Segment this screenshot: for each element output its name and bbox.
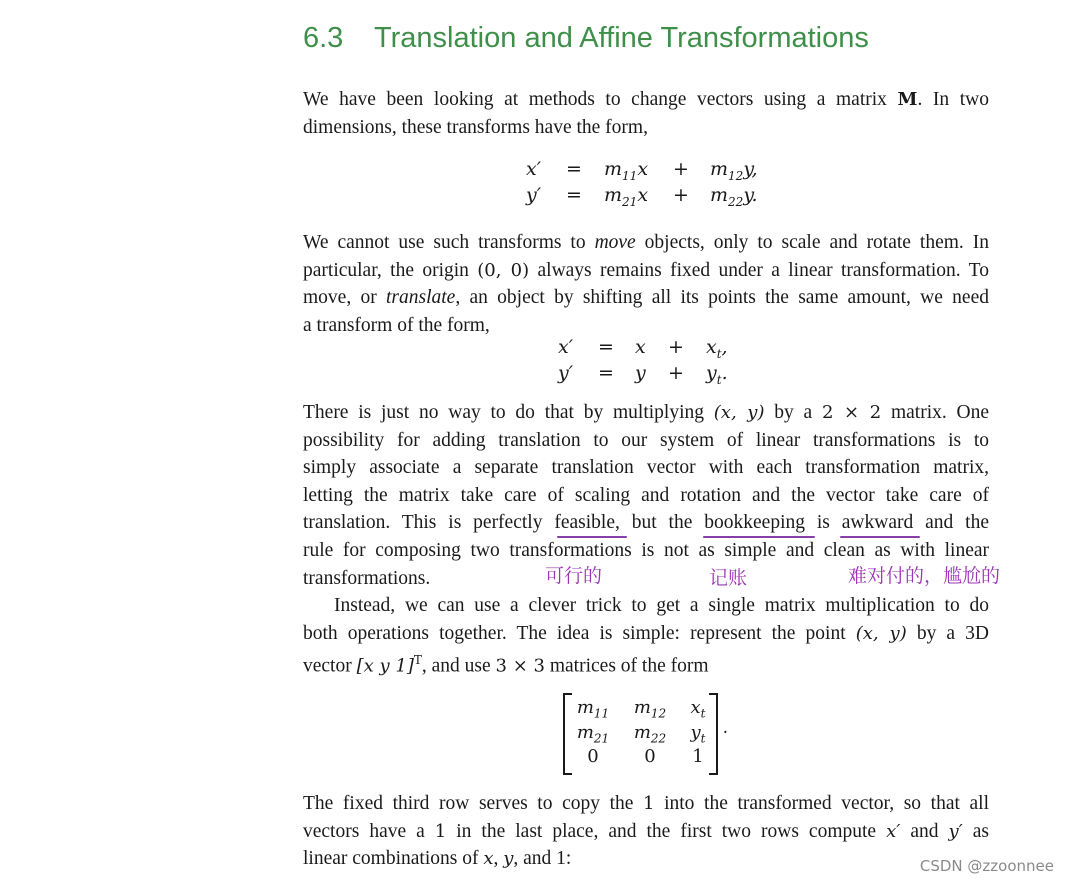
document-page: 6.3 Translation and Affine Transformations We have been looking at methods to change vectors using a matrix M. In two dimensions, these transforms have the form, x′ = $m_{11}x$ + $m_{12}y$, y′ = $m_{21}x$ + $m_{22}y$. We cannot use such transforms to move objects, only to scale and rotate them. In particular, the origin (0, 0) always remains fixed under a linear transformation. To move, or translate, an object by shifting all its points the same amount, we need a transform of the form, x′ = x + $x_t$, y′ = y + $y_t$. There is just no way to do that by multiplying (x, y) by a 2 × 2 matrix. One possibility for adding translation to our system of linear transformations is to simply associate a separate translation vector with each transformation matrix, letting the matrix take care of scaling and rotation and the vector take care of translation. This is perfectly feasible, but the bookkeeping is awkward and the rule for composing two transformations is not as simple and clean as with linear transformations. 可行的 记账 难对付的，尴尬的 Instead, we can use a clever trick to get a single matrix multiplication to do both operations together. The idea is simple: represent the point (x, y) by a 3D vector [x y 1]$^T$, and use 3 × 3 matrices of the form $m_{11}$ $m_{12}$ $x_t$ $m_{21}$ $m_{22}$ $y_t$ 0 0 1 . The fixed third row serves to copy the 1 into the transformed vector, so that all vectors have a 1 in the last place, and the first two rows compute x′ and y′ as linear combinations of x, y, and 1: CSDN @zzoonnee — [303, 22, 1054, 875]
matrix-cell: $m_{12}$ — [633, 697, 667, 721]
section-heading — [303, 22, 869, 55]
note-feasible: 可行的 — [545, 565, 603, 587]
word-awkward: awkward — [841, 512, 914, 534]
text-line: particular, the origin (0, 0) always remains fixed under a linear transformation. To — [303, 259, 989, 281]
paragraph-intro — [303, 86, 989, 141]
word-feasible: feasible — [554, 512, 615, 534]
text-line: linear combinations of x, y, and 1: — [303, 848, 572, 870]
matrix-cell: 0 — [644, 746, 656, 767]
text-line: letting the matrix take care of scaling and rotation and the vector take care of — [303, 484, 989, 506]
underline-feasible — [557, 536, 627, 538]
text-line: There is just no way to do that by multiplying (x, y) by a 2 × 2 matrix. One — [303, 402, 990, 423]
affine-matrix — [563, 693, 731, 773]
word-bookkeeping: bookkeeping — [704, 512, 805, 534]
text-line: move, or translate, an object by shifting all its points the same amount, we need — [303, 287, 989, 309]
text-line: possibility for adding translation to our system of linear transformations is to — [303, 429, 989, 451]
text-line: We have been looking at methods to change vectors using a matrix M. In two — [303, 89, 989, 110]
text-line: vector [x y 1]$^T$, and use 3 × 3 matrices of the form — [303, 653, 709, 677]
note-bookkeeping: 记账 — [709, 567, 748, 589]
text-line: dimensions, these transforms have the form, — [303, 116, 648, 138]
matrix-cell: $m_{11}$ — [576, 697, 610, 721]
text-line: The fixed third row serves to copy the 1 into the transformed vector, so that all — [303, 793, 989, 814]
note-awkward: 难对付的，尴尬的 — [848, 565, 1001, 587]
underline-awkward — [840, 536, 920, 538]
text-line: simply associate a separate translation vector with each transformation matrix, — [303, 457, 989, 479]
matrix-cell: $x_t$ — [690, 697, 706, 721]
matrix-cell: $m_{21}$ — [576, 722, 610, 746]
paragraph-homogeneous — [303, 592, 989, 680]
matrix-cell: $y_t$ — [690, 722, 706, 746]
matrix-cell: 1 — [692, 746, 704, 767]
paragraph-translation — [303, 229, 989, 339]
text-line: both operations together. The idea is simple: represent the point (x, y) by a 3D — [303, 622, 989, 644]
text-line: a transform of the form, — [303, 314, 490, 336]
text-line: translation. This is perfectly feasible, but the bookkeeping is awkward and the — [303, 512, 989, 534]
matrix-period: . — [723, 717, 728, 738]
text-line: Instead, we can use a clever trick to get a single matrix multiplication to do — [334, 595, 989, 616]
matrix-cell: $m_{22}$ — [633, 722, 667, 746]
underline-bookkeeping — [703, 536, 815, 538]
section-title: Translation and Affine Transformations — [374, 22, 869, 54]
watermark: CSDN @zzoonnee — [919, 857, 1054, 875]
text-line: We cannot use such transforms to move objects, only to scale and rotate them. In — [303, 232, 989, 253]
text-line: transformations. — [303, 567, 431, 589]
text-line: rule for composing two transformations is not as simple and clean as with linear — [303, 539, 989, 561]
section-number: 6.3 — [303, 22, 344, 54]
paragraph-third-row — [303, 790, 989, 873]
matrix-cell: 0 — [587, 746, 599, 767]
text-line: vectors have a 1 in the last place, and the first two rows compute x′ and y′ as — [303, 820, 990, 842]
